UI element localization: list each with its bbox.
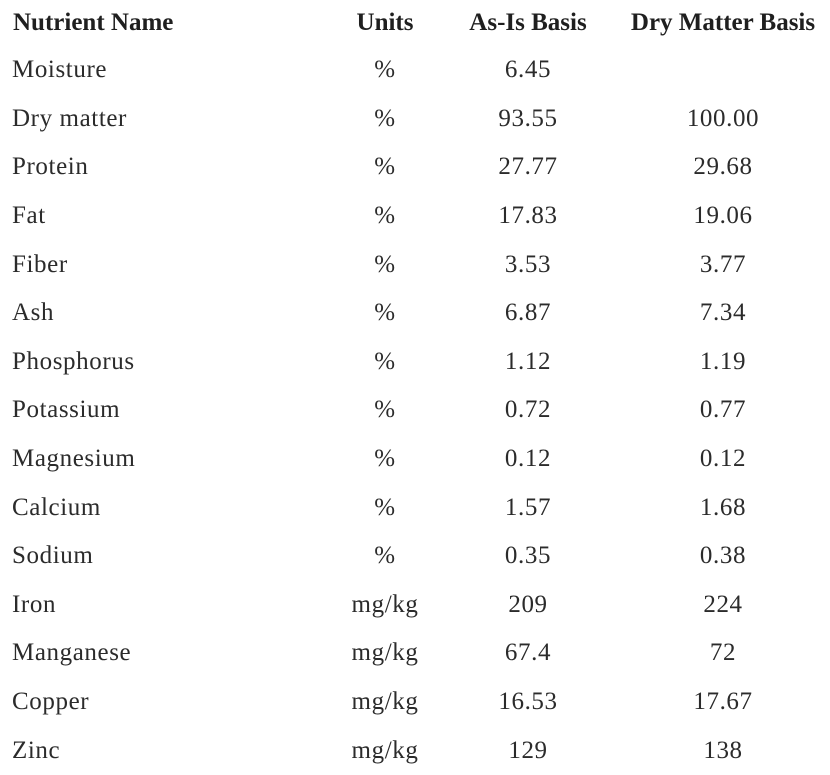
dry-matter-value-cell: 138 <box>703 736 743 764</box>
dry-matter-value-cell: 1.19 <box>699 347 747 375</box>
as-is-value-cell: 0.72 <box>504 396 552 424</box>
as-is-value-cell: 209 <box>508 590 548 618</box>
as-is-value-cell: 17.83 <box>498 202 558 230</box>
as-is-value-cell: 27.77 <box>498 153 558 181</box>
header-nutrient-name: Nutrient Name <box>13 9 174 36</box>
table-row <box>0 46 830 95</box>
nutrient-name-cell: Protein <box>12 153 89 181</box>
as-is-value-cell: 0.12 <box>504 445 552 473</box>
as-is-value-cell: 1.57 <box>504 493 552 521</box>
dry-matter-value-cell: 224 <box>703 590 743 618</box>
nutrient-name-cell: Fiber <box>12 250 68 278</box>
nutrient-name-cell: Ash <box>12 299 55 327</box>
nutrient-name-cell: Iron <box>12 590 57 618</box>
as-is-value-cell: 16.53 <box>498 688 558 716</box>
nutrient-name-cell: Phosphorus <box>12 347 135 375</box>
units-cell: % <box>374 445 396 473</box>
table-row <box>0 726 830 775</box>
nutrient-name-cell: Dry matter <box>12 104 127 132</box>
dry-matter-value-cell: 3.77 <box>699 250 747 278</box>
nutrient-name-cell: Copper <box>12 688 90 716</box>
as-is-value-cell: 6.45 <box>504 56 552 84</box>
units-cell: % <box>374 347 396 375</box>
table-row <box>0 483 830 532</box>
nutrient-name-cell: Magnesium <box>12 445 136 473</box>
units-cell: mg/kg <box>351 639 419 667</box>
table-row <box>0 143 830 192</box>
header-units: Units <box>356 9 414 36</box>
nutrient-name-cell: Potassium <box>12 396 121 424</box>
units-cell: mg/kg <box>351 590 419 618</box>
units-cell: % <box>374 250 396 278</box>
units-cell: % <box>374 104 396 132</box>
units-cell: mg/kg <box>351 688 419 716</box>
as-is-value-cell: 6.87 <box>504 299 552 327</box>
nutrient-name-cell: Manganese <box>12 639 132 667</box>
dry-matter-value-cell <box>612 46 830 95</box>
header-as-is-basis: As-Is Basis <box>469 9 587 36</box>
as-is-value-cell: 129 <box>508 736 548 764</box>
nutrient-name-cell: Sodium <box>12 542 94 570</box>
dry-matter-value-cell: 0.12 <box>699 445 747 473</box>
dry-matter-value-cell: 1.68 <box>699 493 747 521</box>
dry-matter-value-cell: 19.06 <box>693 202 753 230</box>
dry-matter-value-cell: 7.34 <box>699 299 747 327</box>
nutrient-name-cell: Moisture <box>12 56 108 84</box>
dry-matter-value-cell: 0.77 <box>699 396 747 424</box>
table-row <box>0 386 830 435</box>
table-row <box>0 435 830 484</box>
header-dry-matter-basis: Dry Matter Basis <box>630 9 816 36</box>
as-is-value-cell: 67.4 <box>504 639 552 667</box>
nutrient-name-cell: Calcium <box>12 493 101 521</box>
table-row <box>0 581 830 630</box>
dry-matter-value-cell: 17.67 <box>693 688 753 716</box>
as-is-value-cell: 3.53 <box>504 250 552 278</box>
table-row <box>0 240 830 289</box>
dry-matter-value-cell: 100.00 <box>686 104 760 132</box>
units-cell: % <box>374 56 396 84</box>
table-row <box>0 95 830 144</box>
units-cell: % <box>374 493 396 521</box>
units-cell: % <box>374 153 396 181</box>
table-row <box>0 678 830 727</box>
as-is-value-cell: 0.35 <box>504 542 552 570</box>
dry-matter-value-cell: 29.68 <box>693 153 753 181</box>
nutrient-name-cell: Fat <box>12 202 46 230</box>
dry-matter-value-cell: 0.38 <box>699 542 747 570</box>
as-is-value-cell: 1.12 <box>504 347 552 375</box>
header-row <box>0 0 830 46</box>
nutrient-name-cell: Zinc <box>12 736 61 764</box>
table-header <box>0 0 830 46</box>
table-body <box>0 46 830 775</box>
table-row <box>0 192 830 241</box>
dry-matter-value-cell: 72 <box>709 639 737 667</box>
table-row <box>0 629 830 678</box>
table-row <box>0 532 830 581</box>
units-cell: mg/kg <box>351 736 419 764</box>
units-cell: % <box>374 299 396 327</box>
units-cell: % <box>374 202 396 230</box>
units-cell: % <box>374 542 396 570</box>
table-row <box>0 289 830 338</box>
units-cell: % <box>374 396 396 424</box>
table-row <box>0 338 830 387</box>
as-is-value-cell: 93.55 <box>498 104 558 132</box>
